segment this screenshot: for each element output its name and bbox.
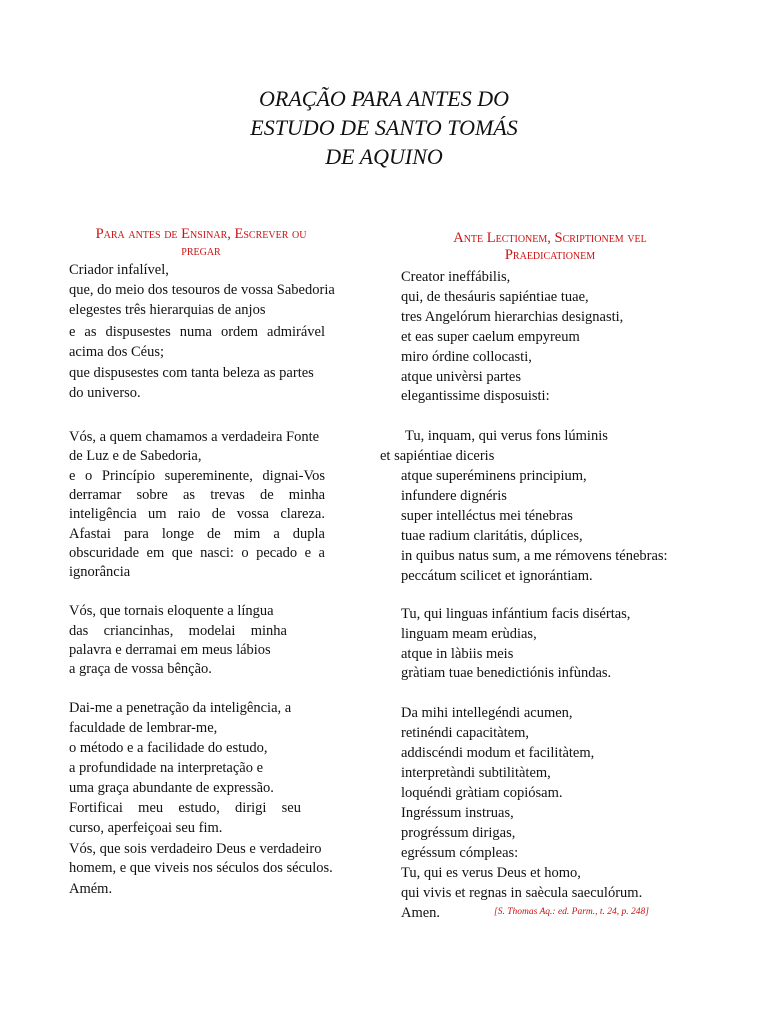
text-line: atque in làbiis meis: [401, 646, 514, 662]
text-line: ignorância: [69, 564, 131, 580]
text-line: que dispusestes com tanta beleza as partes: [69, 365, 314, 381]
title-line: DE AQUINO: [325, 144, 443, 169]
text-line: do universo.: [69, 385, 141, 401]
text-line: faculdade de lembrar-me,: [69, 720, 218, 736]
text-line: miro órdine collocasti,: [401, 349, 532, 365]
heading-line: Ante Lectionem, Scriptionem vel: [453, 230, 647, 246]
text-line: Ingréssum instruas,: [401, 805, 514, 821]
text-line: obscuridade em que nasci: o pecado e a: [69, 545, 325, 561]
text-line: et eas super caelum empyreum: [401, 329, 580, 345]
text-line: Vós, que tornais eloquente a língua: [69, 603, 274, 619]
text-line: elegestes três hierarquias de anjos: [69, 302, 266, 318]
text-line: uma graça abundante de expressão.: [69, 780, 274, 796]
text-line: de Luz e de Sabedoria,: [69, 448, 202, 464]
heading-line: Para antes de Ensinar, Escrever ou: [95, 226, 307, 242]
text-line: progréssum dirigas,: [401, 825, 516, 841]
text-line: a profundidade na interpretação e: [69, 760, 264, 776]
text-line: Fortificai meu estudo, dirigi seu: [69, 800, 301, 816]
text-line: linguam meam erùdias,: [401, 626, 537, 642]
title-line: ESTUDO DE SANTO TOMÁS: [250, 115, 518, 140]
text-line: inteligência um raio de vossa clareza.: [69, 506, 325, 522]
text-line: acima dos Céus;: [69, 344, 165, 360]
text-line: retinéndi capacitàtem,: [401, 725, 530, 741]
source-citation: [S. Thomas Aq.: ed. Parm., t. 24, p. 248]: [494, 907, 649, 917]
text-line: o método e a facilidade do estudo,: [69, 740, 268, 756]
text-line: Amém.: [69, 881, 113, 897]
text-line: Da mihi intellegéndi acumen,: [401, 705, 573, 721]
text-line: egréssum cómpleas:: [401, 845, 519, 861]
text-line: Vós, a quem chamamos a verdadeira Fonte: [69, 429, 320, 445]
text-line: Dai-me a penetração da inteligência, a: [69, 700, 292, 716]
left-column-heading: [70, 226, 332, 260]
heading-line: Praedicationem: [504, 247, 596, 263]
text-line: atque superéminens principium,: [401, 468, 587, 484]
text-line: super intelléctus mei ténebras: [401, 508, 573, 524]
text-line: qui vivis et regnas in saècula saeculórum.: [401, 885, 643, 901]
document-title: [0, 84, 768, 171]
text-line: tres Angelórum hierarchias designasti,: [401, 309, 624, 325]
text-line: et sapiéntiae diceris: [380, 448, 495, 464]
text-line: e o Princípio supereminente, dignai-Vos: [69, 468, 325, 484]
text-line: atque univèrsi partes: [401, 369, 521, 385]
text-line: peccátum scilicet et ignorántiam.: [401, 568, 593, 584]
text-line: e as dispusestes numa ordem admirável: [69, 324, 325, 340]
right-column-heading: [383, 230, 717, 264]
text-line: curso, aperfeiçoai seu fim.: [69, 820, 223, 836]
text-line: Afastai para longe de mim a dupla: [69, 526, 325, 542]
text-line: Creator ineffábilis,: [401, 269, 511, 285]
text-line: loquéndi gràtiam copiósam.: [401, 785, 563, 801]
text-line: homem, e que viveis nos séculos dos séculos.: [69, 860, 333, 876]
text-line: interpretàndi subtilitàtem,: [401, 765, 551, 781]
text-line: addiscéndi modum et facilitàtem,: [401, 745, 595, 761]
text-line: qui, de thesáuris sapiéntiae tuae,: [401, 289, 589, 305]
text-line: elegantissime disposuisti:: [401, 388, 550, 404]
text-line: Tu, qui es verus Deus et homo,: [401, 865, 581, 881]
text-line: Amen.: [401, 905, 441, 921]
text-line: Criador infalível,: [69, 262, 169, 278]
text-line: derramar sobre as trevas de minha: [69, 487, 325, 503]
text-line: gràtiam tuae benedictiónis infùndas.: [401, 665, 612, 681]
title-line: ORAÇÃO PARA ANTES DO: [259, 86, 509, 111]
text-line: palavra e derramai em meus lábios: [69, 642, 271, 658]
text-line: a graça de vossa bênção.: [69, 661, 212, 677]
text-line: Tu, inquam, qui verus fons lúminis: [405, 428, 608, 444]
text-line: infundere dignéris: [401, 488, 507, 504]
text-line: Tu, qui linguas infántium facis disértas,: [401, 606, 631, 622]
text-line: que, do meio dos tesouros de vossa Sabedoria: [69, 282, 335, 298]
text-line: in quibus natus sum, a me rémovens ténebras:: [401, 548, 668, 564]
text-line: Vós, que sois verdadeiro Deus e verdadeiro: [69, 841, 322, 857]
text-line: das criancinhas, modelai minha: [69, 623, 287, 639]
text-line: tuae radium claritátis, dúplices,: [401, 528, 583, 544]
heading-line: pregar: [181, 243, 221, 259]
